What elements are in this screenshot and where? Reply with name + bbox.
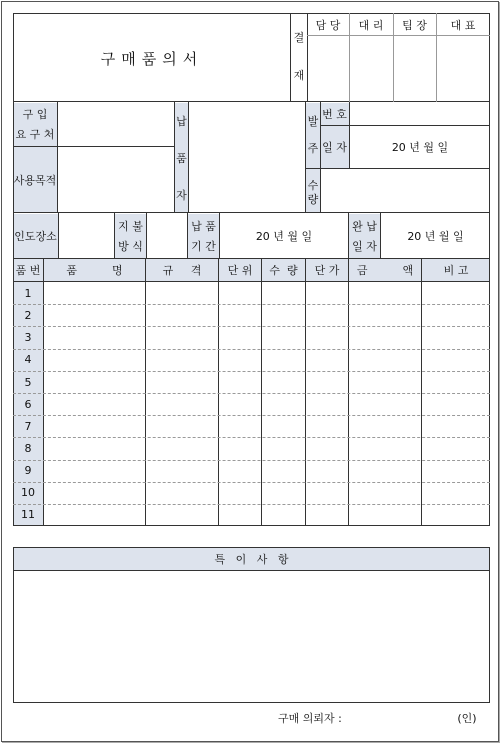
table-row-divider xyxy=(13,504,490,505)
complete-value[interactable]: 20 년 월 일 xyxy=(407,230,464,243)
remarks-field[interactable] xyxy=(14,571,489,702)
table-row-number: 7 xyxy=(24,419,32,433)
table-row-divider xyxy=(13,371,490,372)
table-row-number: 8 xyxy=(24,441,32,455)
quantity-field[interactable] xyxy=(321,169,490,212)
quantity-label-2: 량 xyxy=(307,193,319,206)
requester-signature-field[interactable] xyxy=(370,709,450,727)
table-row-number: 11 xyxy=(21,507,35,521)
payment-label-line1: 지 불 xyxy=(118,220,143,233)
approval-sign-team-leader[interactable] xyxy=(394,36,436,102)
delivery-place-label: 인도장소 xyxy=(14,230,57,243)
table-row-divider xyxy=(13,437,490,438)
period-value[interactable]: 20 년 월 일 xyxy=(255,230,313,243)
requester-signature-label: 구매 의뢰자 : xyxy=(278,712,342,725)
complete-label-line1: 완 납 xyxy=(352,220,377,233)
table-row-number: 9 xyxy=(24,463,32,477)
approval-sign-assistant-manager[interactable] xyxy=(350,36,393,102)
supplier-label-1: 납 xyxy=(176,115,187,128)
approval-col-staff: 담 당 xyxy=(315,18,341,32)
supplier-field[interactable] xyxy=(189,103,305,212)
table-row-divider xyxy=(13,482,490,483)
supplier-label-3: 자 xyxy=(176,189,187,202)
table-row-number: 4 xyxy=(24,352,32,366)
order-label-1: 발 xyxy=(307,115,319,128)
complete-label-line2: 일 자 xyxy=(352,240,377,253)
table-row-divider xyxy=(13,326,490,327)
table-row-divider xyxy=(13,304,490,305)
approval-label-top: 결 xyxy=(293,31,305,44)
order-number-label: 번 호 xyxy=(322,108,347,121)
requester-field[interactable] xyxy=(58,103,174,146)
remarks-title: 특 이 사 항 xyxy=(214,553,289,566)
col-header-unit: 단 위 xyxy=(227,264,253,277)
order-date-value[interactable]: 20 년 월 일 xyxy=(391,141,449,154)
approval-label-bottom: 재 xyxy=(293,69,305,82)
table-row-number: 5 xyxy=(24,375,32,389)
col-header-item-name: 품 명 xyxy=(66,264,123,277)
seal-label: (인) xyxy=(457,712,477,725)
table-row-number: 10 xyxy=(21,485,35,499)
table-row-divider xyxy=(13,460,490,461)
approval-sign-staff[interactable] xyxy=(308,36,349,102)
order-label-2: 주 xyxy=(307,142,319,155)
table-row-divider xyxy=(13,349,490,350)
payment-field[interactable] xyxy=(147,214,187,258)
approval-col-ceo: 대 표 xyxy=(450,18,476,32)
period-label-line1: 납 품 xyxy=(191,220,216,233)
purpose-field[interactable] xyxy=(58,147,174,212)
col-header-quantity: 수 량 xyxy=(269,264,298,277)
approval-sign-ceo[interactable] xyxy=(437,36,490,102)
order-date-label: 일 자 xyxy=(322,141,347,154)
table-row-number: 6 xyxy=(24,397,32,411)
payment-label-line2: 방 식 xyxy=(118,240,143,253)
col-header-item-no: 품 번 xyxy=(15,264,41,277)
order-number-field[interactable] xyxy=(350,103,490,125)
approval-col-assistant-manager: 대 리 xyxy=(358,18,384,32)
delivery-place-field[interactable] xyxy=(59,214,114,258)
approval-col-team-leader: 팀 장 xyxy=(402,18,427,32)
requester-label-line1: 구 입 xyxy=(22,108,48,121)
table-row-number: 1 xyxy=(24,286,32,300)
period-label-line2: 기 간 xyxy=(191,240,216,253)
table-row-number: 3 xyxy=(24,330,32,344)
table-row-divider xyxy=(13,415,490,416)
col-header-remarks: 비 고 xyxy=(443,264,469,277)
col-header-unit-price: 단 가 xyxy=(314,264,340,277)
col-header-amount: 금 액 xyxy=(356,264,414,277)
table-row-divider xyxy=(13,393,490,394)
document-title: 구매품의서 xyxy=(100,49,204,68)
supplier-label-2: 품 xyxy=(176,152,187,165)
purpose-label: 사용목적 xyxy=(13,174,57,187)
col-header-spec: 규 격 xyxy=(162,264,202,277)
requester-label-line2: 요 구 처 xyxy=(15,128,55,141)
quantity-label-1: 수 xyxy=(307,179,319,192)
table-row-number: 2 xyxy=(24,308,32,322)
